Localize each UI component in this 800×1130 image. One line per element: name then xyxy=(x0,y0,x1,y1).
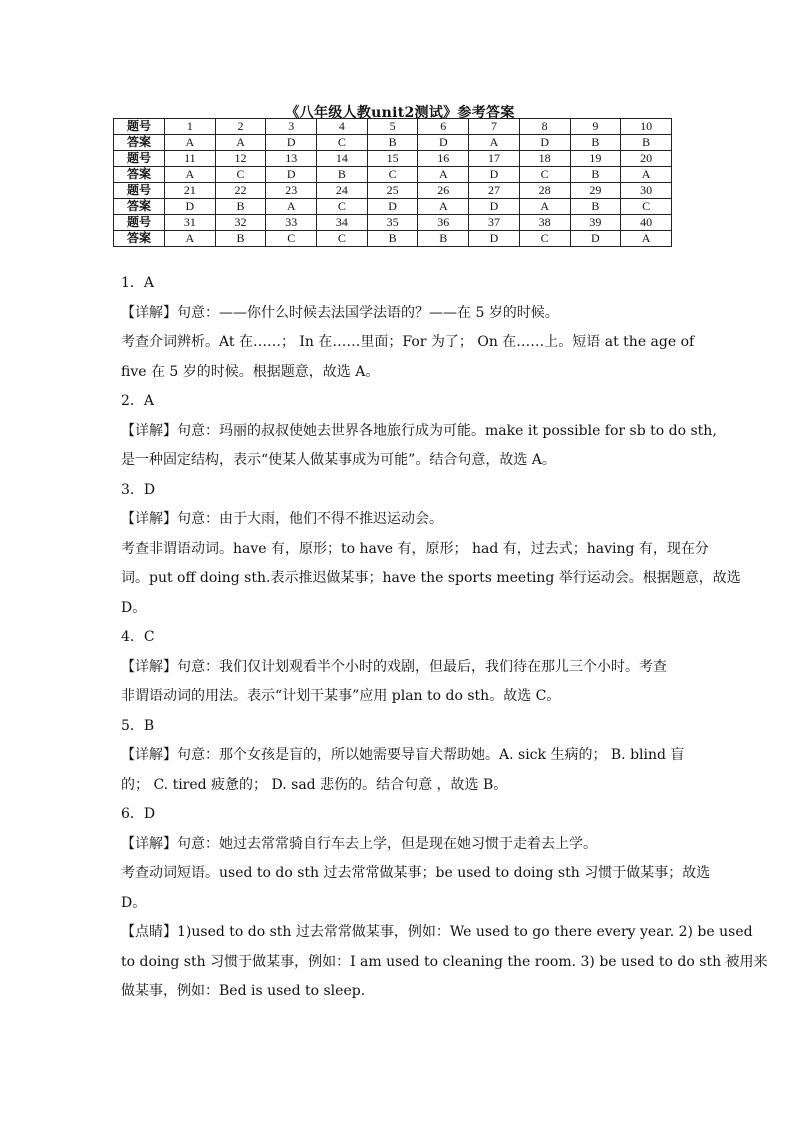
table-row xyxy=(114,183,672,199)
table-cell: 15 xyxy=(367,151,418,167)
text-line: 2．A xyxy=(121,393,155,409)
table-cell: A xyxy=(418,199,469,215)
table-cell: D xyxy=(266,167,317,183)
table-cell: 29 xyxy=(570,183,621,199)
table-cell: B xyxy=(215,199,266,215)
text-line: 【详解】句意：那个女孩是盲的，所以她需要导盲犬帮助她。A. sick 生病的； B. blind 盲 xyxy=(121,747,685,763)
text-line: 5．B xyxy=(121,717,155,734)
table-cell: C xyxy=(317,135,368,151)
text-line: 非谓语动词的用法。表示“计划干某事”应用 plan to do sth。故选 C。 xyxy=(121,688,561,704)
table-cell: D xyxy=(367,199,418,215)
row-header: 答案 xyxy=(114,231,165,247)
table-cell: 13 xyxy=(266,151,317,167)
table-cell: A xyxy=(418,167,469,183)
table-cell: 10 xyxy=(621,119,672,135)
table-cell: 2 xyxy=(215,119,266,135)
table-cell: C xyxy=(519,231,570,247)
table-cell: A xyxy=(165,231,216,247)
table-cell: A xyxy=(621,167,672,183)
text-line: 考查介词辨析。At 在……； In 在……里面；For 为了； On 在……上。短语 at the age of xyxy=(121,334,695,350)
page-title: 《八年级人教unit2测试》参考答案 xyxy=(285,105,515,121)
table-cell: C xyxy=(266,231,317,247)
table-cell: B xyxy=(317,167,368,183)
text-line: 6．D xyxy=(121,806,156,822)
text-line: 【详解】句意：由于大雨，他们不得不推迟运动会。 xyxy=(121,511,443,527)
table-row xyxy=(114,151,672,167)
text-line: to doing sth 习惯于做某事，例如：I am used to cleaning the room. 3) be used to do sth 被用来 xyxy=(121,953,768,970)
table-cell: A xyxy=(469,135,520,151)
table-cell: C xyxy=(519,167,570,183)
text-line: 做某事，例如：Bed is used to sleep. xyxy=(121,983,366,999)
table-cell: 11 xyxy=(165,151,216,167)
table-row xyxy=(114,199,672,215)
table-cell: B xyxy=(570,135,621,151)
table-cell: B xyxy=(215,231,266,247)
table-cell: 31 xyxy=(165,215,216,231)
row-header: 题号 xyxy=(114,119,165,135)
row-header: 题号 xyxy=(114,151,165,167)
table-cell: 37 xyxy=(469,215,520,231)
table-cell: 6 xyxy=(418,119,469,135)
text-line: 3．D xyxy=(121,481,156,498)
table-cell: 8 xyxy=(519,119,570,135)
text-line: D。 xyxy=(121,599,147,616)
table-cell: D xyxy=(519,135,570,151)
answer-table xyxy=(113,118,672,247)
table-cell: A xyxy=(519,199,570,215)
table-cell: 33 xyxy=(266,215,317,231)
row-header: 答案 xyxy=(114,167,165,183)
row-header: 答案 xyxy=(114,135,165,151)
table-cell: A xyxy=(266,199,317,215)
table-cell: 16 xyxy=(418,151,469,167)
table-cell: 34 xyxy=(317,215,368,231)
text-line: D。 xyxy=(121,894,147,911)
table-cell: D xyxy=(418,135,469,151)
table-cell: 17 xyxy=(469,151,520,167)
table-cell: D xyxy=(469,167,520,183)
table-cell: A xyxy=(621,231,672,247)
table-cell: D xyxy=(469,231,520,247)
table-cell: 14 xyxy=(317,151,368,167)
table-cell: 32 xyxy=(215,215,266,231)
table-cell: 7 xyxy=(469,119,520,135)
table-cell: B xyxy=(418,231,469,247)
table-row xyxy=(114,135,672,151)
table-cell: 19 xyxy=(570,151,621,167)
table-cell: 38 xyxy=(519,215,570,231)
table-cell: D xyxy=(266,135,317,151)
table-cell: A xyxy=(165,135,216,151)
table-cell: 12 xyxy=(215,151,266,167)
table-cell: 1 xyxy=(165,119,216,135)
table-cell: B xyxy=(570,167,621,183)
table-cell: 39 xyxy=(570,215,621,231)
table-cell: 30 xyxy=(621,183,672,199)
table-cell: 5 xyxy=(367,119,418,135)
table-cell: C xyxy=(317,231,368,247)
text-line: 【点睛】1)used to do sth 过去常常做某事，例如：We used to go there every year. 2) be used xyxy=(121,924,753,940)
table-cell: B xyxy=(367,135,418,151)
table-cell: C xyxy=(621,199,672,215)
text-line: 是一种固定结构，表示“使某人做某事成为可能”。结合句意，故选 A。 xyxy=(121,452,556,468)
table-cell: 40 xyxy=(621,215,672,231)
text-line: 考查动词短语。used to do sth 过去常常做某事；be used to doing sth 习惯于做某事；故选 xyxy=(121,865,711,881)
table-cell: 26 xyxy=(418,183,469,199)
text-line: 【详解】句意：玛丽的叔叔使她去世界各地旅行成为可能。make it possible for sb to do sth, xyxy=(121,422,717,439)
table-cell: A xyxy=(165,167,216,183)
table-cell: 27 xyxy=(469,183,520,199)
table-cell: 9 xyxy=(570,119,621,135)
table-cell: B xyxy=(367,231,418,247)
table-cell: A xyxy=(215,135,266,151)
table-cell: 24 xyxy=(317,183,368,199)
text-line: 考查非谓语动词。have 有，原形；to have 有，原形； had 有，过去式；having 有，现在分 xyxy=(121,540,709,557)
table-cell: 21 xyxy=(165,183,216,199)
table-cell: B xyxy=(621,135,672,151)
table-cell: 3 xyxy=(266,119,317,135)
row-header: 题号 xyxy=(114,215,165,231)
explanations xyxy=(121,269,768,1007)
table-cell: 18 xyxy=(519,151,570,167)
table-cell: 35 xyxy=(367,215,418,231)
table-row xyxy=(114,167,672,183)
table-cell: 4 xyxy=(317,119,368,135)
table-cell: 23 xyxy=(266,183,317,199)
table-row xyxy=(114,119,672,135)
text-line: 1．A xyxy=(121,275,155,291)
text-line: 4．C xyxy=(121,629,155,645)
table-row xyxy=(114,231,672,247)
table-cell: 36 xyxy=(418,215,469,231)
table-cell: B xyxy=(570,199,621,215)
table-cell: D xyxy=(469,199,520,215)
table-cell: D xyxy=(165,199,216,215)
table-cell: C xyxy=(317,199,368,215)
text-line: 的； C. tired 疲惫的； D. sad 悲伤的。结合句意 ，故选 B。 xyxy=(121,776,508,793)
table-cell: 22 xyxy=(215,183,266,199)
text-line: five 在 5 岁的时候。根据题意，故选 A。 xyxy=(121,363,380,380)
table-cell: 25 xyxy=(367,183,418,199)
table-cell: 20 xyxy=(621,151,672,167)
text-line: 【详解】句意：她过去常常骑自行车去上学，但是现在她习惯于走着去上学。 xyxy=(121,835,597,852)
table-cell: 28 xyxy=(519,183,570,199)
row-header: 题号 xyxy=(114,183,165,199)
text-line: 【详解】句意：我们仅计划观看半个小时的戏剧，但最后，我们待在那儿三个小时。考查 xyxy=(121,658,667,675)
table-row xyxy=(114,215,672,231)
table-cell: C xyxy=(215,167,266,183)
row-header: 答案 xyxy=(114,199,165,215)
text-line: 【详解】句意：——你什么时候去法国学法语的？——在 5 岁的时候。 xyxy=(121,304,559,321)
text-line: 词。put off doing sth.表示推迟做某事；have the sports meeting 举行运动会。根据题意，故选 xyxy=(121,570,741,586)
table-cell: D xyxy=(570,231,621,247)
table-cell: C xyxy=(367,167,418,183)
